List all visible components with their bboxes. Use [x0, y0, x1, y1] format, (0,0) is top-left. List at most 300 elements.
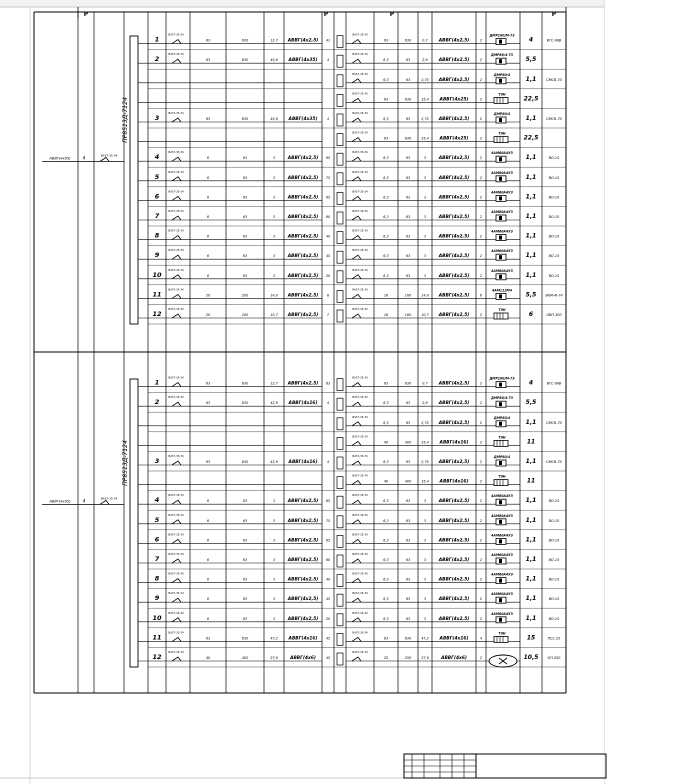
local-trip-current: 63	[405, 597, 411, 602]
circuit-number: 4	[154, 153, 160, 162]
load-current: 14,8	[270, 293, 278, 298]
local-box	[337, 232, 343, 244]
load-power: 15	[526, 634, 536, 642]
local-trip-current: 63	[405, 499, 411, 504]
load-power: 1,1	[525, 595, 537, 603]
cable-count: 2	[479, 538, 483, 543]
load-power: 22,5	[523, 134, 539, 142]
feeder-cable-label: АВВГ(4х95)	[49, 156, 71, 161]
load-equipment-tag: ПСС-25	[547, 636, 561, 641]
local-breaker-code: ВА57-35-34	[352, 631, 368, 635]
load-device-model: 4АМ80А4УЗ	[491, 229, 513, 234]
cable-length: 4	[326, 58, 330, 63]
local-box	[337, 535, 343, 547]
cable-count: 2	[479, 381, 483, 386]
cable-count: 2	[479, 616, 483, 621]
load-equipment-tag: ВО-10	[548, 538, 560, 543]
cable-length: 65	[325, 195, 331, 200]
panel-label: ПР8513Д-7124	[122, 440, 129, 486]
feeder-breaker-code: ВА57-35-34	[100, 496, 118, 501]
local-breaker-code: ВА57-35-34	[352, 651, 368, 654]
feed-cable: АВВГ(4х2,5)	[287, 38, 319, 44]
load-device-model: ТЭН	[498, 474, 506, 479]
breaker-code: ВА57-35-34	[168, 112, 184, 115]
motor-core-icon	[499, 157, 502, 161]
local-trip-current: 630	[404, 381, 412, 386]
header-mark: Р	[389, 11, 395, 18]
local-box	[337, 633, 343, 645]
load-device-model: 4АМ80А4УЗ	[491, 592, 513, 597]
local-breaker-code: ВА57-35-34	[352, 190, 368, 194]
local-rated-current: 6,3	[383, 58, 389, 63]
feed-cable: АВВГ(4х2,5)	[287, 156, 319, 162]
load-cable: АВВГ(4х2,5)	[438, 401, 470, 407]
load-equipment-tag: СМСВ-70	[546, 77, 562, 82]
local-box	[337, 477, 343, 489]
load-current: 27,6	[270, 656, 278, 660]
load-current: 3	[272, 558, 276, 562]
circuit-number: 1	[154, 35, 160, 44]
load-device-model: ДМР80/4	[493, 415, 511, 420]
cable-length: 45	[325, 254, 331, 259]
circuit-number: 12	[152, 653, 162, 661]
load-device-model: ДМР100/М-73	[489, 376, 515, 381]
trip-current: 630	[241, 636, 249, 641]
local-box	[337, 173, 343, 185]
load-power: 1,1	[525, 213, 537, 220]
local-box	[337, 379, 343, 391]
load-power: 1,1	[525, 497, 537, 505]
breaker-code: ВА57-35-34	[168, 572, 184, 576]
cable-count: 2	[479, 273, 483, 278]
local-load-current: 35,4	[421, 440, 429, 445]
local-box	[337, 192, 343, 204]
load-equipment-tag: ВО-10	[548, 215, 560, 219]
local-rated-current: 6,3	[383, 117, 389, 121]
load-current: 12,7	[270, 381, 278, 386]
load-current: 10,7	[270, 313, 278, 317]
local-load-current: 2,75	[421, 420, 429, 425]
local-breaker-code: ВА57-35-34	[352, 308, 368, 311]
load-cable: АВВГ(4х2,5)	[438, 77, 470, 83]
local-breaker-code: ВА57-35-34	[352, 494, 368, 498]
local-load-current: 3	[423, 577, 427, 582]
local-breaker-code: ВА57-35-34	[352, 249, 368, 253]
heater-icon	[494, 137, 508, 143]
cable-count: 4	[479, 636, 483, 641]
local-box	[337, 75, 343, 87]
motor-core-icon	[499, 579, 502, 583]
feed-cable: АВВГ(4х2,5)	[287, 499, 319, 505]
feed-cable: АВВГ(4х16)	[288, 460, 318, 465]
rated-current: 6	[206, 538, 210, 543]
local-breaker-code: ВА57-35-34	[352, 229, 368, 233]
breaker-code: ВА57-35-34	[168, 249, 184, 253]
heater-icon	[494, 480, 508, 486]
local-breaker-code: ВА57-35-34	[352, 131, 368, 135]
cable-length: 65	[325, 538, 331, 543]
cable-count: 2	[479, 597, 483, 602]
local-breaker-code: ВА57-35-34	[352, 33, 368, 37]
load-power: 6	[528, 311, 534, 318]
rated-current: 6	[206, 273, 210, 278]
load-device-model: ДМР100/М-73	[489, 33, 515, 38]
load-power: 5,5	[525, 399, 537, 407]
local-trip-current: 63	[405, 518, 411, 523]
load-cable: АВВГ(4х2,5)	[438, 499, 470, 505]
circuit-number: 11	[152, 290, 162, 299]
heater-icon	[494, 313, 508, 319]
local-load-current: 3	[423, 254, 427, 259]
load-equipment-tag: ВО-10	[548, 558, 560, 562]
breaker-code: ВА57-35-34	[168, 396, 184, 400]
load-equipment-tag: ВО-10	[548, 577, 560, 582]
cable-length: 45	[325, 597, 331, 602]
motor-core-icon	[499, 598, 502, 602]
load-power: 1,1	[525, 614, 537, 622]
breaker-code: ВА57-35-34	[168, 651, 184, 654]
trip-current: 63	[242, 156, 248, 161]
local-load-current: 3	[423, 175, 427, 180]
cable-count: 2	[479, 77, 483, 82]
load-device-model: 4АМ80А4УЗ	[491, 533, 513, 538]
motor-core-icon	[499, 500, 502, 504]
local-rated-current: 63	[383, 381, 389, 386]
breaker-code: ВА57-35-34	[168, 611, 184, 615]
load-power: 1,1	[525, 75, 537, 83]
trip-current: 63	[242, 577, 248, 582]
circuit-number: 7	[154, 555, 160, 563]
rated-current: 6	[206, 518, 210, 523]
cable-count: 2	[479, 58, 483, 63]
load-device-model: ДМР80/4-73	[491, 396, 513, 401]
load-equipment-tag: ВО-10	[548, 195, 560, 200]
load-cable: АВВГ(4х2,5)	[438, 381, 470, 387]
local-breaker-code: ВА57-35-34	[352, 572, 368, 576]
circuit-number: 12	[152, 310, 162, 318]
local-box	[337, 594, 343, 606]
feed-cable: АВВГ(4х2,5)	[287, 234, 319, 240]
trip-current: 63	[242, 273, 248, 278]
load-cable: АВВГ(4х16)	[439, 440, 469, 446]
circuit-number: 10	[152, 270, 162, 279]
local-box	[337, 251, 343, 263]
load-equipment-tag: ВГС-98В	[546, 381, 562, 386]
local-rated-current: 6,3	[383, 616, 389, 621]
load-power: 1,1	[525, 458, 537, 465]
motor-core-icon	[499, 59, 502, 63]
load-cable: АВВГ(4х2,5)	[438, 195, 470, 201]
load-power: 1,1	[525, 418, 537, 426]
local-trip-current: 63	[405, 195, 411, 200]
rated-current: 6	[206, 558, 210, 562]
local-trip-current: 63	[405, 234, 411, 239]
breaker-code: ВА57-35-34	[168, 631, 184, 635]
local-box	[337, 516, 343, 528]
trip-current: 630	[241, 460, 249, 464]
load-power: 1,1	[525, 536, 537, 544]
cable-length: 50	[325, 616, 331, 621]
motor-core-icon	[499, 559, 502, 563]
circuit-number: 9	[154, 251, 160, 260]
local-rated-current: 6,3	[383, 558, 389, 562]
local-box	[337, 310, 343, 322]
local-box	[337, 153, 343, 165]
load-current: 45,6	[270, 117, 278, 121]
load-cable: АВВГ(4х2,5)	[438, 38, 470, 44]
load-equipment-tag: ВО-10	[548, 234, 560, 239]
local-box	[337, 271, 343, 283]
heater-icon	[494, 440, 508, 446]
trip-current: 63	[242, 175, 248, 180]
breaker-code: ВА57-35-34	[168, 210, 184, 213]
load-equipment-tag: СМСВ-70	[546, 460, 562, 464]
motor-core-icon	[499, 118, 502, 122]
load-current: 3	[272, 254, 276, 259]
circuit-number: 6	[154, 535, 160, 544]
load-cable: АВВГ(4х2,5)	[438, 175, 470, 181]
local-breaker-code: ВА57-35-34	[352, 210, 368, 213]
rated-current: 6	[206, 234, 210, 239]
feed-cable: АВВГ(4х2,5)	[287, 313, 319, 318]
local-box	[337, 575, 343, 587]
local-rated-current: 6,3	[383, 273, 389, 278]
circuit-number: 8	[154, 574, 160, 583]
local-load-current: 3	[423, 234, 427, 239]
feeder-value-label: 4	[82, 498, 86, 504]
cable-length: 7	[326, 313, 330, 317]
local-load-current: 3	[423, 538, 427, 543]
breaker-code: ВА57-35-34	[168, 494, 184, 498]
local-load-current: 0,7	[422, 381, 428, 386]
local-rated-current: 6,3	[383, 195, 389, 200]
breaker-code: ВА57-35-34	[168, 33, 184, 37]
load-cable: АВВГ(4х2,5)	[438, 254, 470, 260]
load-current: 3	[272, 499, 276, 504]
load-power: 1,1	[525, 575, 537, 583]
load-power: 5,5	[525, 56, 537, 64]
local-rated-current: 6,3	[383, 460, 389, 464]
feed-cable: АВВГ(4х2,5)	[287, 273, 319, 279]
cable-length: 41	[325, 38, 331, 43]
local-load-current: 2,75	[421, 117, 429, 121]
busbar	[130, 379, 138, 667]
motor-core-icon	[499, 618, 502, 622]
local-rated-current: 6,3	[383, 401, 389, 406]
motor-core-icon	[499, 79, 502, 83]
load-equipment-tag: ВО-10	[548, 518, 560, 523]
load-power: 1,1	[525, 516, 537, 524]
load-power: 11	[526, 438, 536, 446]
local-breaker-code: ВА57-35-34	[352, 611, 368, 615]
rated-current: 63	[205, 117, 211, 121]
cable-count: 2	[479, 175, 483, 180]
load-current: 3	[272, 175, 276, 180]
local-box	[337, 212, 343, 224]
circuit-number: 1	[154, 378, 160, 387]
circuit-number: 3	[154, 457, 160, 465]
load-device-model: 4АМ80А4УЗ	[491, 611, 513, 616]
local-box	[337, 418, 343, 430]
cable-length: 4	[326, 401, 330, 406]
load-cable: АВВГ(4х2,5)	[438, 156, 470, 162]
load-equipment-tag: ВКМ-Ф-74	[545, 293, 563, 298]
trip-current: 63	[242, 558, 248, 562]
cable-length: 4	[326, 117, 330, 121]
local-rated-current: 6,3	[383, 156, 389, 161]
load-equipment-tag: ВО-10	[548, 616, 560, 621]
local-box	[337, 437, 343, 449]
local-load-current: 35,4	[421, 136, 429, 141]
trip-current: 63	[242, 254, 248, 259]
feed-cable: АВВГ(4х2,5)	[287, 175, 319, 181]
local-load-current: 35,4	[421, 97, 429, 102]
load-current: 3	[272, 273, 276, 278]
load-power: 4	[528, 379, 534, 387]
breaker-code: ВА57-35-34	[168, 190, 184, 194]
breaker-code: ВА57-35-34	[168, 288, 184, 292]
cable-length: 50	[325, 273, 331, 278]
cable-count: 2	[479, 117, 483, 121]
rated-current: 63	[205, 58, 211, 63]
local-breaker-code: ВА57-35-34	[352, 474, 368, 478]
cable-count: 2	[479, 215, 483, 219]
local-rated-current: 25	[383, 656, 389, 660]
motor-core-icon	[499, 196, 502, 200]
load-equipment-tag: ОВП-300	[546, 313, 562, 317]
local-rated-current: 6,3	[383, 254, 389, 259]
cable-length: 40	[325, 577, 331, 582]
load-device-model: 4АМ112М4	[492, 288, 512, 293]
local-box	[337, 36, 343, 48]
load-device-model: ДМР80/4-73	[491, 53, 513, 58]
trip-current: 630	[241, 117, 249, 121]
local-rated-current: 63	[383, 136, 389, 141]
load-power: 1,1	[525, 154, 537, 162]
local-box	[337, 55, 343, 67]
local-load-current: 27,6	[421, 656, 429, 660]
local-box	[337, 496, 343, 508]
breaker-code: ВА57-35-34	[168, 268, 184, 272]
cable-count: 2	[479, 440, 483, 445]
motor-core-icon	[499, 520, 502, 524]
local-breaker-code: ВА57-35-34	[352, 435, 368, 439]
load-current: 3	[272, 195, 276, 200]
load-device-model: 4АМ80А4УЗ	[491, 210, 513, 214]
load-cable: АВВГ(4х2,5)	[438, 420, 470, 426]
trip-current: 63	[242, 597, 248, 602]
cable-length: 6	[326, 293, 330, 298]
feed-cable: АВВГ(4х2,5)	[287, 538, 319, 544]
local-breaker-code: ВА57-35-34	[352, 533, 368, 537]
load-equipment-tag: ВО-10	[548, 499, 560, 504]
motor-core-icon	[499, 461, 502, 465]
breaker-code: ВА57-35-34	[168, 53, 184, 57]
feed-cable: АВВГ(4х2,5)	[287, 518, 319, 524]
feed-cable: АВВГ(4х6)	[290, 656, 316, 661]
motor-core-icon	[499, 275, 502, 279]
local-breaker-code: ВА57-35-34	[352, 92, 368, 96]
load-current: 42,9	[270, 401, 278, 406]
local-load-current: 35,4	[421, 479, 429, 484]
local-trip-current: 63	[405, 577, 411, 582]
feeder-breaker-code: ВА57-35-34	[100, 153, 118, 158]
load-equipment-tag: ВГС-98В	[546, 38, 562, 43]
load-cable: АВВГ(4х16)	[439, 636, 469, 642]
local-box	[337, 653, 343, 665]
load-equipment-tag: СМСВ-70	[546, 420, 562, 425]
local-breaker-code: ВА57-35-34	[352, 513, 368, 517]
rated-current: 6	[206, 577, 210, 582]
motor-core-icon	[499, 236, 502, 240]
breaker-code: ВА57-35-34	[168, 553, 184, 556]
load-equipment-tag: ВО-10	[548, 175, 560, 180]
local-load-current: 2,75	[421, 77, 429, 82]
local-box	[337, 290, 343, 302]
load-current: 3	[272, 597, 276, 602]
local-load-current: 3	[423, 195, 427, 200]
local-rated-current: 63	[383, 97, 389, 102]
local-load-current: 3	[423, 156, 427, 161]
cable-length: 65	[325, 156, 331, 161]
rated-current: 63	[205, 460, 211, 464]
cable-count: 2	[479, 577, 483, 582]
panel-label: ПР8513Д-7124	[122, 97, 129, 143]
local-trip-current: 63	[405, 58, 411, 63]
load-current: 42,9	[270, 460, 278, 464]
load-device-model: ДМР80/4	[493, 455, 511, 459]
circuit-number: 10	[152, 613, 162, 622]
local-trip-current: 63	[405, 156, 411, 161]
local-trip-current: 63	[405, 254, 411, 259]
local-box	[337, 114, 343, 126]
feeder-cable-label: АВВГ(4х95)	[49, 499, 71, 504]
rated-current: 20	[205, 293, 211, 298]
circuit-number: 3	[154, 114, 160, 122]
cable-count: 2	[479, 460, 483, 464]
feed-cable: АВВГ(4х35)	[288, 58, 318, 64]
load-device-model: 4АМ80А4УЗ	[491, 249, 513, 254]
local-breaker-code: ВА57-35-34	[352, 112, 368, 115]
feed-cable: АВВГ(4х16)	[288, 401, 318, 407]
rated-current: 6	[206, 175, 210, 180]
local-load-current: 3	[423, 558, 427, 562]
local-box	[337, 555, 343, 567]
local-trip-current: 630	[404, 38, 412, 43]
load-device-model: ТЭН	[498, 631, 506, 636]
load-equipment-tag: ВО-10	[548, 254, 560, 259]
local-trip-current: 63	[405, 420, 411, 425]
load-device-model: 4АМ80А4УЗ	[491, 513, 513, 518]
load-device-model: 4АМ80А4УЗ	[491, 494, 513, 499]
motor-core-icon	[499, 255, 502, 259]
local-rated-current: 6,3	[383, 77, 389, 82]
local-trip-current: 160	[404, 293, 412, 298]
circuit-number: 5	[154, 515, 160, 524]
trip-current: 400	[241, 656, 249, 660]
rated-current: 40	[205, 656, 211, 660]
local-breaker-code: ВА57-35-34	[352, 170, 368, 174]
load-device-model: ТЭН	[498, 131, 506, 136]
cable-count: 2	[479, 420, 483, 425]
cable-count: 2	[479, 195, 483, 200]
cable-count: 2	[479, 97, 483, 102]
load-cable: АВВГ(4х2,5)	[438, 117, 470, 122]
cable-length: 40	[325, 234, 331, 239]
load-cable: АВВГ(4х2,5)	[438, 558, 470, 563]
local-rated-current: 63	[383, 38, 389, 43]
feed-cable: АВВГ(4х2,5)	[287, 558, 319, 563]
